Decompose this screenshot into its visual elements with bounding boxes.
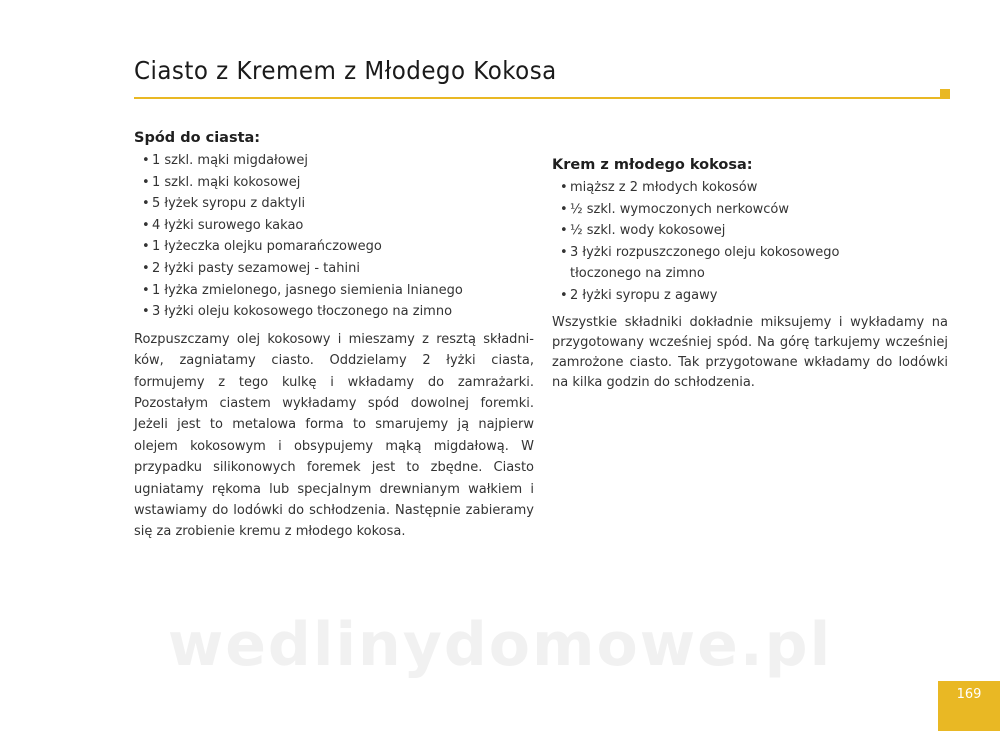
cream-heading: Krem z młodego kokosa: <box>552 157 753 173</box>
base-ingredients-list <box>134 150 534 323</box>
bullet-icon: • <box>560 201 568 217</box>
ingredient-item: • 1 szkl. mąki migdałowej <box>142 150 534 172</box>
bullet-icon: • <box>142 239 150 255</box>
bullet-icon: • <box>142 260 150 276</box>
bullet-icon: • <box>142 153 150 168</box>
bullet-icon: • <box>142 282 150 298</box>
cream-section <box>552 157 952 393</box>
bullet-icon: • <box>560 244 568 260</box>
title-underline-marker <box>940 89 950 99</box>
ingredient-item: • 5 łyżek syropu z daktyli <box>142 193 534 215</box>
ingredient-item: • 2 łyżki pasty sezamowej - tahini <box>142 258 534 280</box>
page-number: 169 <box>938 681 1000 731</box>
bullet-icon: • <box>142 174 150 190</box>
base-instructions: Rozpuszczamy olej kokosowy i mieszamy z resztą składników, zagniatamy ciasto. Oddzielamy 2 łyżki ciasta, formujemy z tego kulkę i wkładamy do zamrażarki. Pozostałym ciastem wykładamy spód dowolnej foremki. Jeżeli jest to metalowa forma to smarujemy ją najpierw olejem kokosowym i obsypujemy mąką migdałową. W przypadku silikonowych foremek jest to zbędne. Ciasto ugniatamy rękoma lub specjalnym drewnianym wałkiem i wstawiamy do lodówki do schłodzenia. Następnie zabieramy się za zrobienie kremu z młodego kokosa. <box>134 331 534 540</box>
page-title: Ciasto z Kremem z Młodego Kokosa <box>134 56 557 85</box>
cream-instructions: Wszystkie składniki dokładnie miksujemy i wykładamy na przygotowany wcześniej spód. Na górę tarkujemy wcześniej zamrożone ciasto. Tak przygotowane wkładamy do lodówki na kilka godzin do schłodzenia. <box>552 314 948 390</box>
bullet-icon: • <box>142 304 150 320</box>
ingredient-item: • 1 łyżeczka olejku pomarańczowego <box>142 236 534 258</box>
cream-ingredients-list <box>552 177 952 307</box>
watermark: wedlinydomowe.pl <box>167 610 833 680</box>
bullet-icon: • <box>142 196 150 212</box>
ingredient-item: • 3 łyżki oleju kokosowego tłoczonego na zimno <box>142 301 534 323</box>
base-heading: Spód do ciasta: <box>134 130 261 146</box>
title-underline <box>134 97 940 99</box>
ingredient-item: • ½ szkl. wymoczonych nerkowców <box>560 199 952 221</box>
bullet-icon: • <box>560 287 568 303</box>
ingredient-item: • 1 łyżka zmielonego, jasnego siemienia lnianego <box>142 280 534 302</box>
ingredient-item: • 2 łyżki syropu z agawy <box>560 285 952 307</box>
ingredient-item: • 3 łyżki rozpuszczonego oleju kokosowego tłoczonego na zimno <box>560 242 870 285</box>
bullet-icon: • <box>560 180 568 195</box>
base-section <box>134 130 534 543</box>
ingredient-item: • ½ szkl. wody kokosowej <box>560 220 952 242</box>
ingredient-item: • miąższ z 2 młodych kokosów <box>560 177 952 199</box>
bullet-icon: • <box>142 217 150 233</box>
ingredient-item: • 1 szkl. mąki kokosowej <box>142 172 534 194</box>
bullet-icon: • <box>560 223 568 239</box>
ingredient-item: • 4 łyżki surowego kakao <box>142 215 534 237</box>
